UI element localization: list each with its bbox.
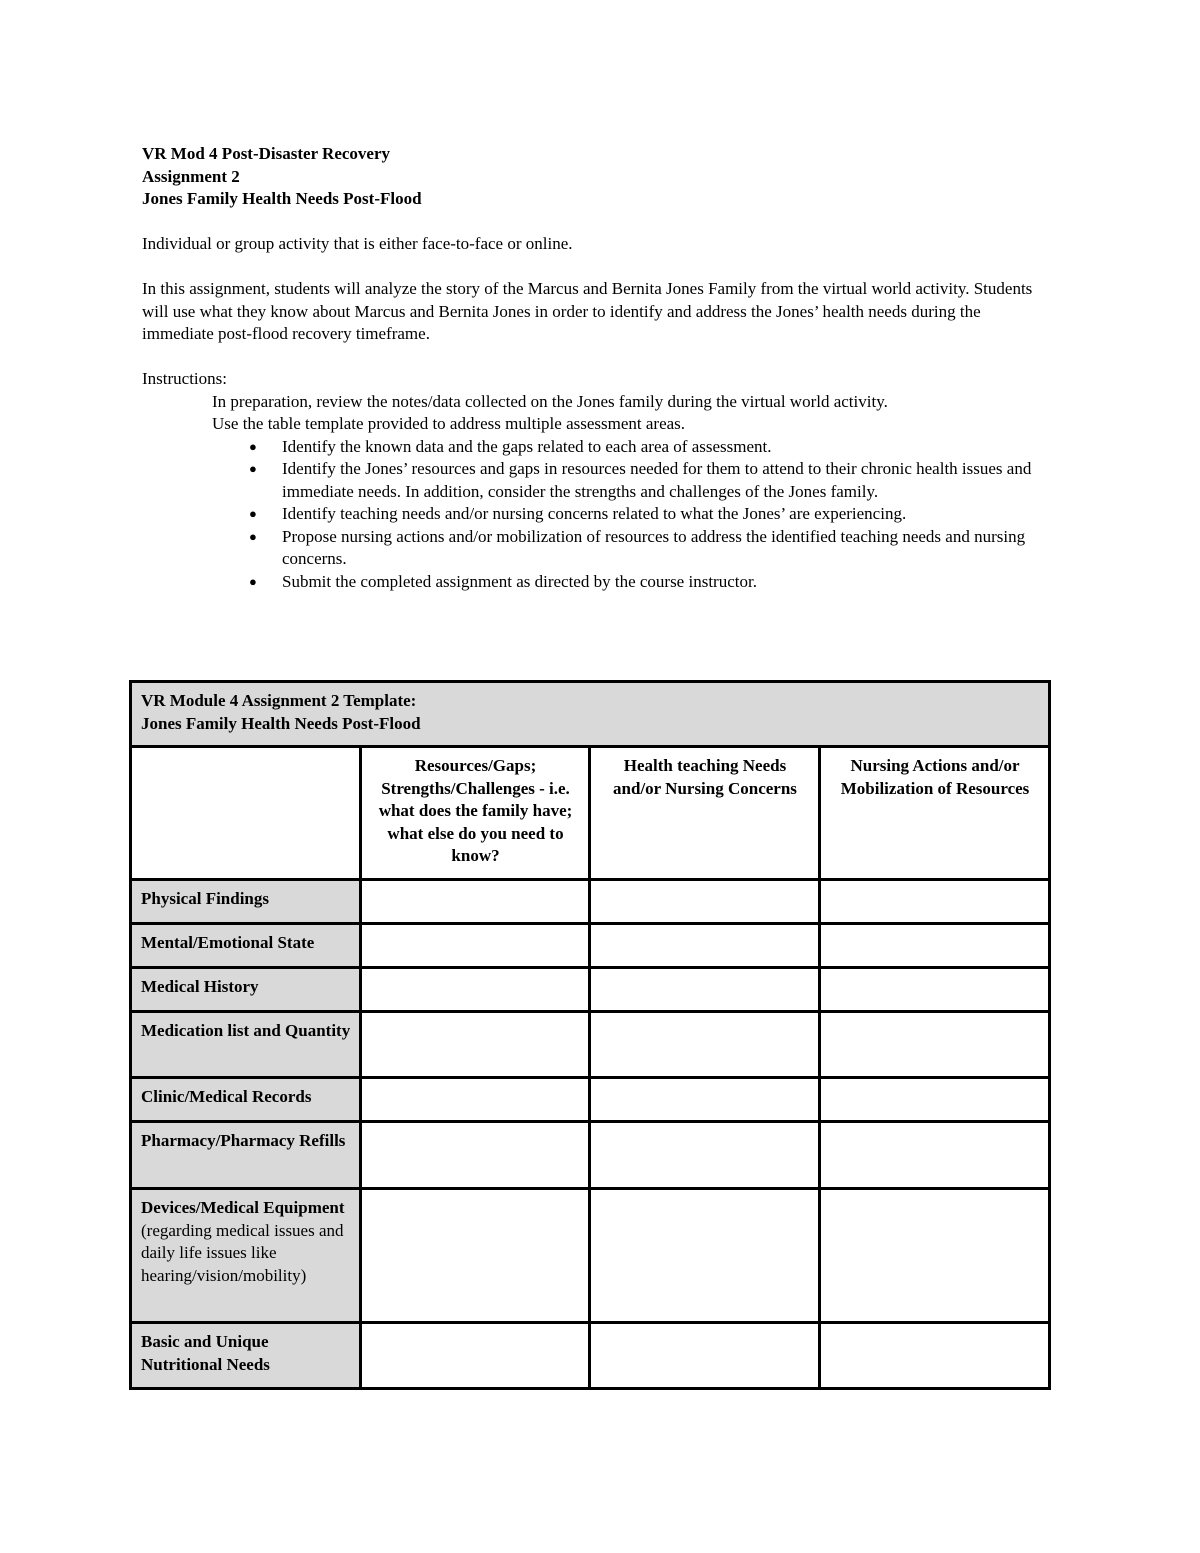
- table-cell[interactable]: [820, 1122, 1050, 1189]
- table-cell[interactable]: [590, 880, 820, 924]
- title-line-2: Assignment 2: [142, 166, 240, 186]
- table-cell[interactable]: [590, 1189, 820, 1323]
- assessment-template-table: [129, 680, 1051, 1390]
- column-header-resources: Resources/Gaps; Strengths/Challenges - i.e. what does the family have; what else do you need to know?: [361, 747, 590, 880]
- table-title-row: [131, 682, 1050, 747]
- table-cell[interactable]: [590, 1323, 820, 1389]
- document-title: [142, 143, 1052, 211]
- table-cell[interactable]: [820, 1078, 1050, 1122]
- table-row: [131, 1012, 1050, 1078]
- column-header-blank: [131, 747, 361, 880]
- bullet-item: ● Propose nursing actions and/or mobilization of resources to address the identified teaching needs and nursing concerns.: [282, 526, 1052, 571]
- table-cell[interactable]: [590, 924, 820, 968]
- instruction-line-1: In preparation, review the notes/data collected on the Jones family during the virtual world activity.: [212, 391, 888, 411]
- table-row: [131, 880, 1050, 924]
- table-row: [131, 968, 1050, 1012]
- table-cell[interactable]: [820, 1012, 1050, 1078]
- table-cell[interactable]: [820, 1189, 1050, 1323]
- bullet-item: ● Submit the completed assignment as directed by the course instructor.: [282, 571, 1052, 594]
- table-row: [131, 1323, 1050, 1389]
- row-label-mental-emotional-state: Mental/Emotional State: [131, 924, 361, 968]
- bullet-item: ● Identify teaching needs and/or nursing concerns related to what the Jones’ are experiencing.: [282, 503, 1052, 526]
- bullet-item: ● Identify the Jones’ resources and gaps in resources needed for them to attend to their chronic health issues and immediate needs. In addition, consider the strengths and challenges of the Jones family.: [282, 458, 1052, 503]
- table-cell[interactable]: [361, 1323, 590, 1389]
- row-label-physical-findings: Physical Findings: [131, 880, 361, 924]
- row-label-devices-note: (regarding medical issues and daily life issues like hearing/vision/mobility): [141, 1220, 344, 1285]
- column-header-teaching-needs: Health teaching Needs and/or Nursing Concerns: [590, 747, 820, 880]
- instruction-bullet-list: [142, 436, 1052, 594]
- table-cell[interactable]: [820, 924, 1050, 968]
- table-cell[interactable]: [361, 1189, 590, 1323]
- row-label-pharmacy-refills: Pharmacy/Pharmacy Refills: [131, 1122, 361, 1189]
- bullet-item: ● Identify the known data and the gaps related to each area of assessment.: [282, 436, 1052, 459]
- instruction-line-2: Use the table template provided to address multiple assessment areas.: [212, 414, 686, 433]
- document-body: [142, 143, 1052, 593]
- table-title-line-1: VR Module 4 Assignment 2 Template:: [141, 691, 417, 710]
- column-header-nursing-actions: Nursing Actions and/or Mobilization of Resources: [820, 747, 1050, 880]
- table-cell[interactable]: [590, 968, 820, 1012]
- table-cell[interactable]: [361, 880, 590, 924]
- title-line-1: VR Mod 4 Post-Disaster Recovery: [142, 144, 391, 163]
- table-cell[interactable]: [361, 1078, 590, 1122]
- table-cell[interactable]: [590, 1078, 820, 1122]
- table-cell[interactable]: [820, 880, 1050, 924]
- column-header-row: [131, 747, 1050, 880]
- table-cell[interactable]: [361, 968, 590, 1012]
- row-label-medical-history: Medical History: [131, 968, 361, 1012]
- row-label-nutritional-needs: Basic and Unique Nutritional Needs: [131, 1323, 361, 1389]
- table-title-line-2: Jones Family Health Needs Post-Flood: [141, 713, 421, 733]
- activity-type-text: Individual or group activity that is either face-to-face or online.: [142, 234, 573, 253]
- table-row: [131, 1078, 1050, 1122]
- table-cell[interactable]: [361, 1012, 590, 1078]
- table-cell[interactable]: [361, 1122, 590, 1189]
- table-cell[interactable]: [820, 1323, 1050, 1389]
- table-cell[interactable]: [361, 924, 590, 968]
- table-title-cell: [131, 682, 1050, 747]
- table-row: [131, 1122, 1050, 1189]
- row-label-clinic-medical-records: Clinic/Medical Records: [131, 1078, 361, 1122]
- title-line-3: Jones Family Health Needs Post-Flood: [142, 189, 422, 208]
- table-cell[interactable]: [590, 1122, 820, 1189]
- table-row: [131, 1189, 1050, 1323]
- intro-paragraph: In this assignment, students will analyze the story of the Marcus and Bernita Jones Family from the virtual world activity. Students will use what they know about Marcus and Bernita Jones in order to identify and address the Jones’ health needs during the immediate post-flood recovery timeframe.: [142, 279, 1033, 343]
- row-label-devices-title: Devices/Medical Equipment: [141, 1198, 345, 1217]
- instructions-label: Instructions:: [142, 369, 227, 388]
- table-cell[interactable]: [590, 1012, 820, 1078]
- instructions-section: [142, 368, 1052, 593]
- row-label-devices-medical-equipment: [131, 1189, 361, 1323]
- table-cell[interactable]: [820, 968, 1050, 1012]
- row-label-medication-list: Medication list and Quantity: [131, 1012, 361, 1078]
- table-row: [131, 924, 1050, 968]
